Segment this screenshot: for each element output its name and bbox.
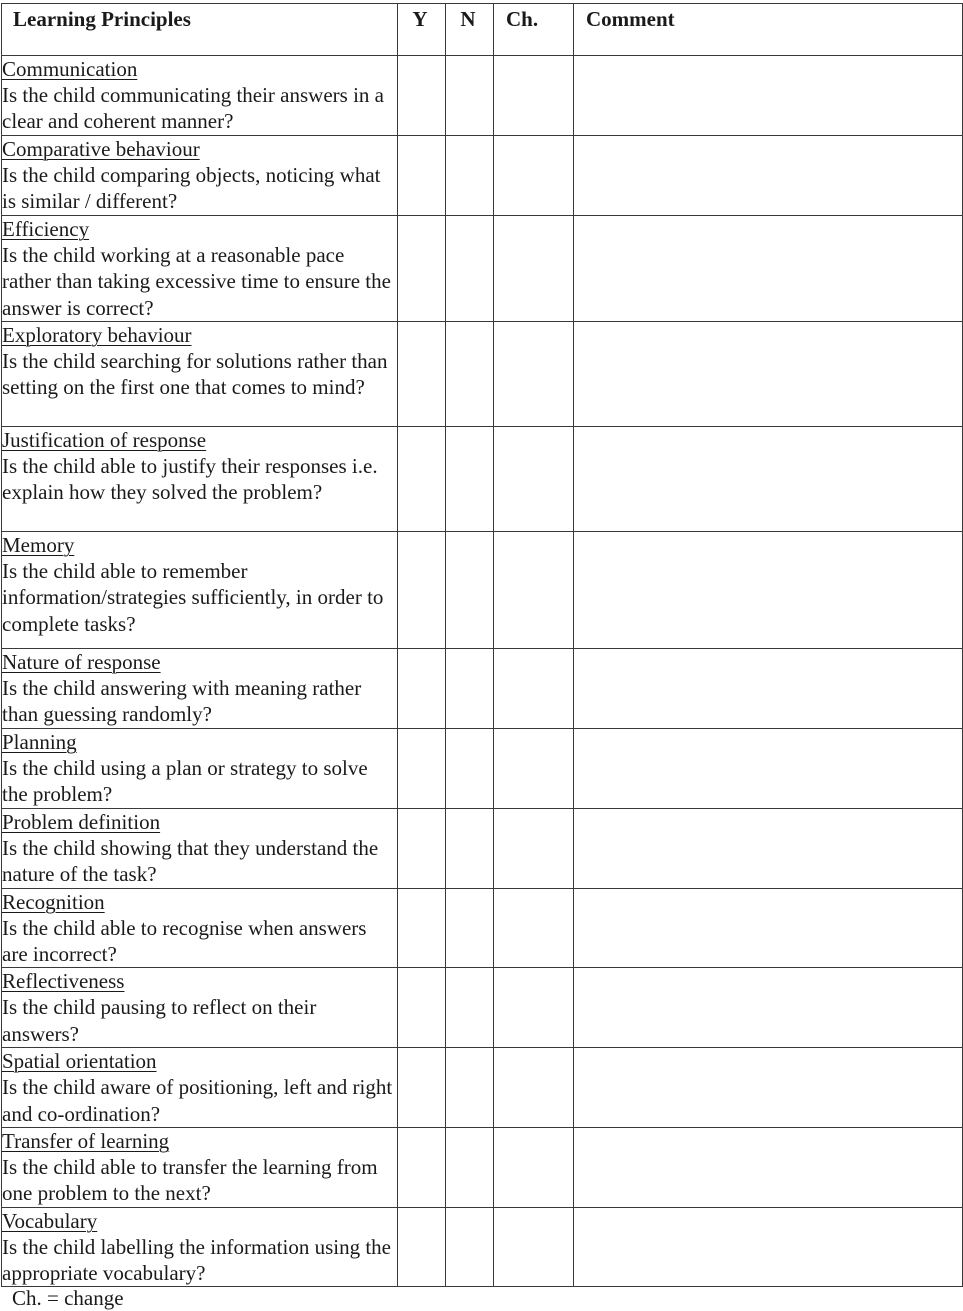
principle-cell — [2, 1207, 398, 1287]
table-row — [2, 649, 963, 729]
comment-cell[interactable] — [574, 1207, 963, 1287]
yes-cell[interactable] — [398, 216, 446, 322]
principle-cell — [2, 427, 398, 532]
change-cell[interactable] — [494, 56, 574, 136]
principle-cell — [2, 1048, 398, 1128]
yes-cell[interactable] — [398, 532, 446, 649]
header-row — [2, 4, 963, 56]
change-cell[interactable] — [494, 809, 574, 889]
principles-body — [2, 56, 963, 1287]
table-row — [2, 322, 963, 427]
principle-title: Comparative behaviour — [2, 137, 200, 161]
principle-cell — [2, 532, 398, 649]
yes-cell[interactable] — [398, 1048, 446, 1128]
yes-cell[interactable] — [398, 322, 446, 427]
principle-question: Is the child communicating their answers in a clear and coherent manner? — [2, 83, 384, 134]
principle-title: Justification of response — [2, 428, 207, 452]
no-cell[interactable] — [446, 1207, 494, 1287]
table-row — [2, 1207, 963, 1287]
comment-cell[interactable] — [574, 427, 963, 532]
comment-cell[interactable] — [574, 1048, 963, 1128]
header-comment: Comment — [574, 4, 963, 56]
table-row — [2, 427, 963, 532]
principle-question: Is the child able to remember information/strategies sufficiently, in order to complete tasks? — [2, 559, 384, 636]
principle-title: Vocabulary — [2, 1208, 98, 1233]
principle-cell — [2, 968, 398, 1048]
principle-title: Transfer of learning — [2, 1128, 170, 1153]
table-row — [2, 888, 963, 968]
principle-title: Problem definition — [2, 810, 161, 834]
table-row — [2, 216, 963, 322]
table-row — [2, 729, 963, 809]
yes-cell[interactable] — [398, 56, 446, 136]
comment-cell[interactable] — [574, 968, 963, 1048]
yes-cell[interactable] — [398, 1127, 446, 1207]
no-cell[interactable] — [446, 322, 494, 427]
principle-question: Is the child working at a reasonable pace rather than taking excessive time to ensure the answer is correct? — [2, 243, 391, 320]
change-cell[interactable] — [494, 1127, 574, 1207]
change-cell[interactable] — [494, 427, 574, 532]
table-row — [2, 56, 963, 136]
learning-principles-table — [1, 3, 963, 1287]
principle-cell — [2, 649, 398, 729]
comment-cell[interactable] — [574, 809, 963, 889]
change-cell[interactable] — [494, 888, 574, 968]
no-cell[interactable] — [446, 729, 494, 809]
comment-cell[interactable] — [574, 729, 963, 809]
no-cell[interactable] — [446, 809, 494, 889]
principle-title: Efficiency — [2, 217, 90, 241]
comment-cell[interactable] — [574, 888, 963, 968]
header-learning-principles: Learning Principles — [2, 4, 398, 56]
change-cell[interactable] — [494, 322, 574, 427]
principle-question: Is the child aware of positioning, left and right and co-ordination? — [2, 1075, 393, 1126]
principle-title: Exploratory behaviour — [2, 323, 192, 347]
change-cell[interactable] — [494, 1207, 574, 1287]
no-cell[interactable] — [446, 56, 494, 136]
change-cell[interactable] — [494, 1048, 574, 1128]
principle-title: Nature of response — [2, 650, 161, 674]
principle-title: Planning — [2, 730, 77, 754]
yes-cell[interactable] — [398, 649, 446, 729]
table-row — [2, 1127, 963, 1207]
yes-cell[interactable] — [398, 427, 446, 532]
principle-question: Is the child showing that they understand the nature of the task? — [2, 836, 379, 887]
comment-cell[interactable] — [574, 649, 963, 729]
principle-cell — [2, 809, 398, 889]
change-cell[interactable] — [494, 729, 574, 809]
table-row — [2, 136, 963, 216]
change-cell[interactable] — [494, 136, 574, 216]
principle-question: Is the child comparing objects, noticing what is similar / different? — [2, 163, 381, 214]
yes-cell[interactable] — [398, 809, 446, 889]
comment-cell[interactable] — [574, 322, 963, 427]
change-cell[interactable] — [494, 532, 574, 649]
table-row — [2, 532, 963, 649]
principle-title: Spatial orientation — [2, 1049, 157, 1074]
change-cell[interactable] — [494, 968, 574, 1048]
footnote: Ch. = change — [12, 1286, 124, 1310]
principle-question: Is the child able to recognise when answers are incorrect? — [2, 915, 367, 967]
principle-question: Is the child able to transfer the learning from one problem to the next? — [2, 1155, 378, 1206]
change-cell[interactable] — [494, 649, 574, 729]
principle-question: Is the child labelling the information using the appropriate vocabulary? — [2, 1235, 392, 1286]
no-cell[interactable] — [446, 427, 494, 532]
no-cell[interactable] — [446, 136, 494, 216]
no-cell[interactable] — [446, 216, 494, 322]
principle-title: Memory — [2, 533, 75, 557]
principle-cell — [2, 56, 398, 136]
no-cell[interactable] — [446, 532, 494, 649]
table-row — [2, 1048, 963, 1128]
header-change: Ch. — [494, 4, 574, 56]
principle-question: Is the child using a plan or strategy to solve the problem? — [2, 756, 368, 807]
no-cell[interactable] — [446, 888, 494, 968]
table-row — [2, 809, 963, 889]
principle-cell — [2, 136, 398, 216]
comment-cell[interactable] — [574, 136, 963, 216]
yes-cell[interactable] — [398, 136, 446, 216]
no-cell[interactable] — [446, 1127, 494, 1207]
principle-question: Is the child searching for solutions rather than setting on the first one that comes to mind? — [2, 349, 388, 400]
no-cell[interactable] — [446, 649, 494, 729]
header-no: N — [446, 4, 494, 56]
table-row — [2, 968, 963, 1048]
comment-cell[interactable] — [574, 56, 963, 136]
principle-question: Is the child able to justify their responses i.e. explain how they solved the problem? — [2, 454, 378, 505]
principle-title: Communication — [2, 57, 138, 81]
yes-cell[interactable] — [398, 888, 446, 968]
principle-question: Is the child pausing to reflect on their answers? — [2, 995, 317, 1046]
principle-cell — [2, 1127, 398, 1207]
principle-cell — [2, 729, 398, 809]
comment-cell[interactable] — [574, 1127, 963, 1207]
comment-cell[interactable] — [574, 216, 963, 322]
comment-cell[interactable] — [574, 532, 963, 649]
principle-cell — [2, 216, 398, 322]
yes-cell[interactable] — [398, 729, 446, 809]
yes-cell[interactable] — [398, 968, 446, 1048]
yes-cell[interactable] — [398, 1207, 446, 1287]
change-cell[interactable] — [494, 216, 574, 322]
principle-title: Reflectiveness — [2, 969, 125, 994]
principle-title: Recognition — [2, 889, 105, 914]
principle-cell — [2, 888, 398, 968]
header-yes: Y — [398, 4, 446, 56]
no-cell[interactable] — [446, 1048, 494, 1128]
principle-cell — [2, 322, 398, 427]
principle-question: Is the child answering with meaning rather than guessing randomly? — [2, 676, 362, 727]
no-cell[interactable] — [446, 968, 494, 1048]
